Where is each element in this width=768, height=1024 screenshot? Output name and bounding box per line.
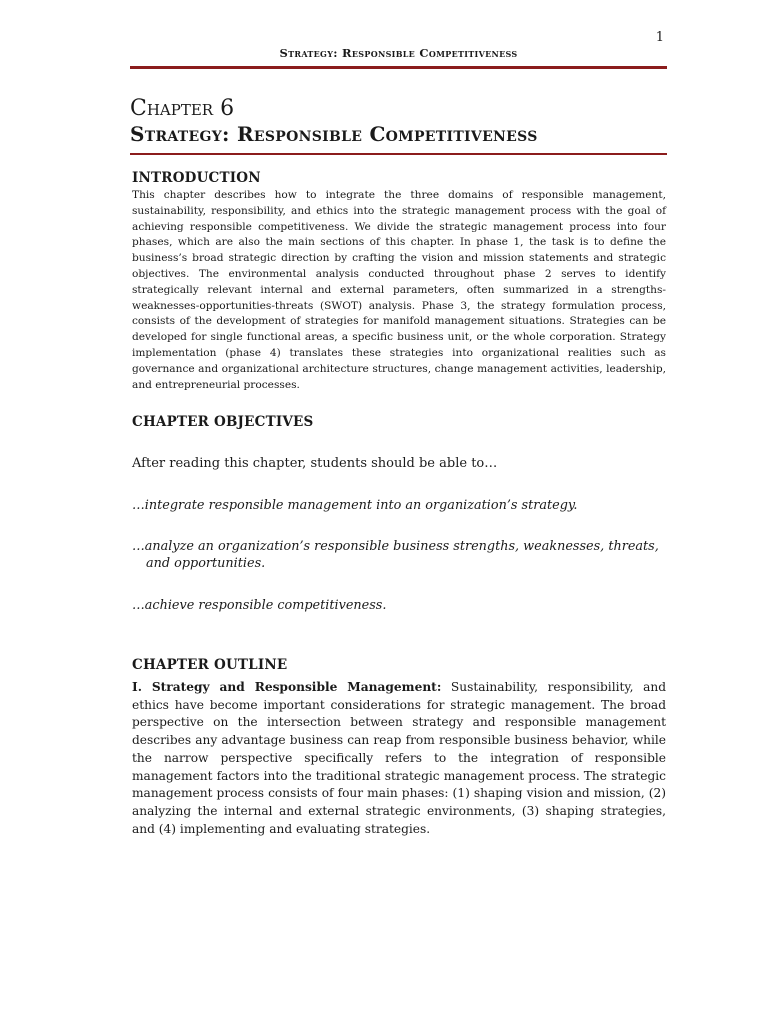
- running-head: Strategy: Responsible Competitiveness: [279, 46, 518, 60]
- outline-item-1-label: I. Strategy and Responsible Management:: [132, 680, 442, 694]
- objective-item: …analyze an organization’s responsible business strengths, weaknesses, threats, and opportunities.: [132, 539, 659, 571]
- chapter-title-rule: [130, 153, 667, 155]
- objective-item: …integrate responsible management into an organization’s strategy.: [132, 498, 578, 513]
- introduction-body: This chapter describes how to integrate the three domains of responsible management, sustainability, responsibility, and ethics into the strategic management process with the goal of achieving responsible competitiveness. We divide the strategic management process into four phases, which are also the main sections of this chapter. In phase 1, the task is to define the business’s broad strategic direction by crafting the vision and mission statements and strategic objectives. The environmental analysis conducted throughout phase 2 serves to identify strategically relevant internal and external parameters, often summarized in a strengths-weaknesses-opportunities-threats (SWOT) analysis. Phase 3, the strategy formulation process, consists of the development of strategies for manifold management situations. Strategies can be developed for single functional areas, a specific business unit, or the whole corporation. Strategy implementation (phase 4) translates these strategies into organizational realities such as governance and organizational architecture structures, change management activities, leadership, and entrepreneurial processes.: [132, 189, 666, 391]
- introduction-heading: INTRODUCTION: [132, 170, 261, 186]
- outline-heading: CHAPTER OUTLINE: [132, 657, 288, 673]
- objectives-heading: CHAPTER OBJECTIVES: [132, 414, 314, 430]
- objectives-lead-in: After reading this chapter, students should be able to…: [132, 456, 498, 471]
- outline-item-1-body: Sustainability, responsibility, and ethics have become important considerations for strategic management. The broad perspective on the intersection between strategy and responsible management describes any advantage business can reap from responsible business behavior, while the narrow perspective specifically refers to the integration of responsible management factors into the traditional strategic management process. The strategic management process consists of four main phases: (1) shaping vision and mission, (2) analyzing the internal and external strategic environments, (3) shaping strategies, and (4) implementing and evaluating strategies.: [132, 680, 666, 836]
- running-head-rule: [130, 66, 667, 69]
- objective-item: …achieve responsible competitiveness.: [132, 598, 387, 613]
- chapter-number: Chapter 6: [130, 96, 235, 121]
- page-number: 1: [655, 30, 664, 45]
- chapter-title: Strategy: Responsible Competitiveness: [130, 122, 538, 146]
- outline-item-1: [132, 679, 666, 838]
